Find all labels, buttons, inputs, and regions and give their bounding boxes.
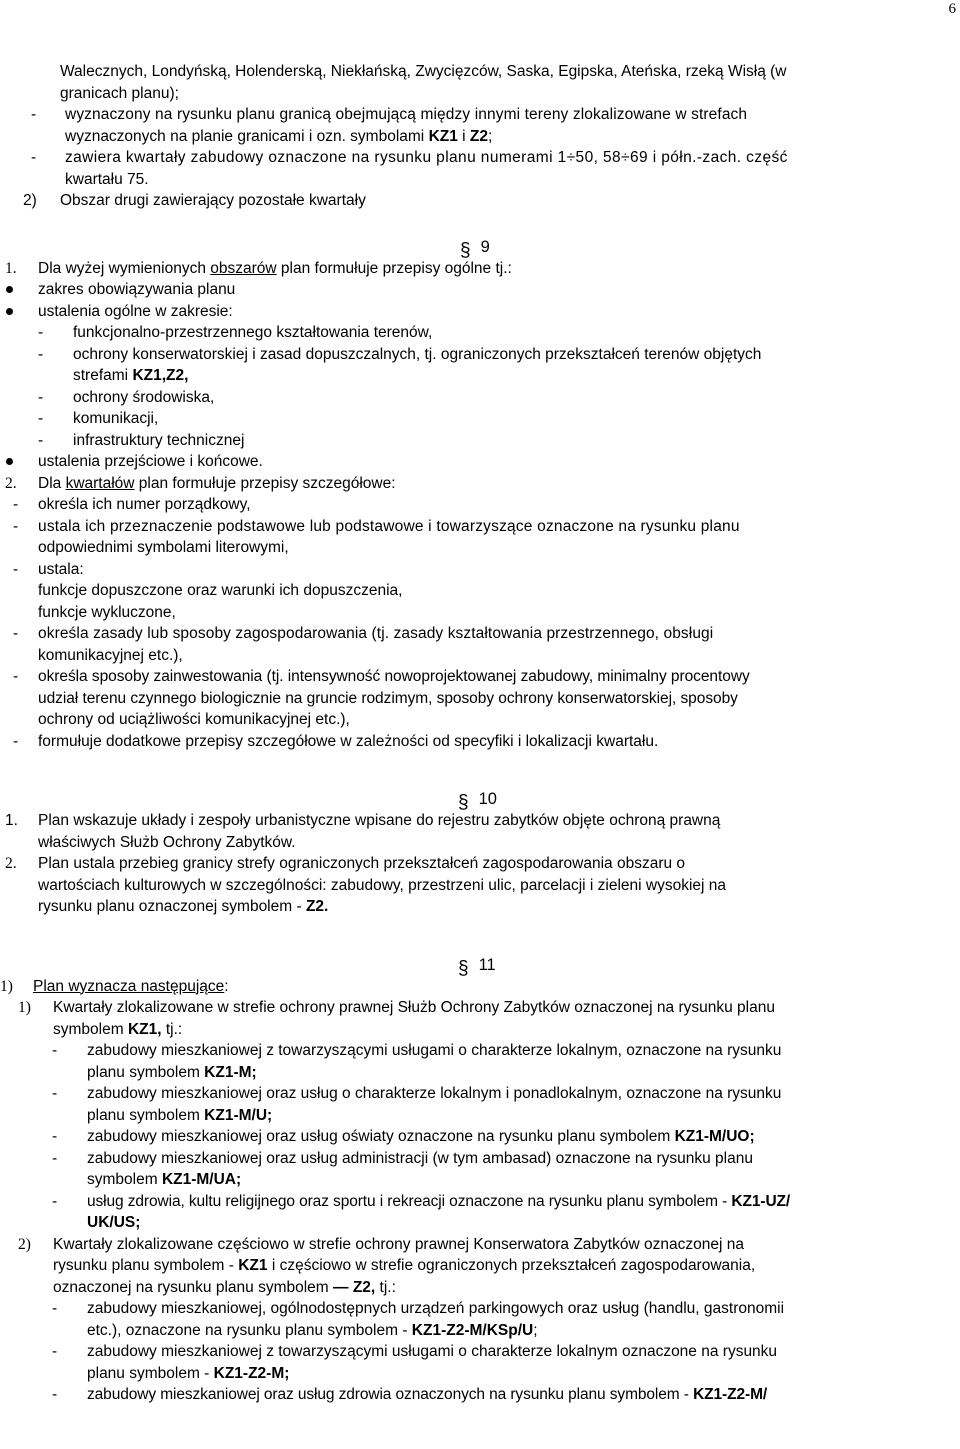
text: rysunku planu oznaczonej symbolem - (38, 898, 306, 915)
text: Kwartały zlokalizowane w strefie ochrony prawnej Służb Ochrony Zabytków oznaczonej na rysunku planu (53, 999, 775, 1016)
dash-marker: - (52, 1085, 58, 1102)
text: symbolem (87, 1171, 162, 1188)
dash-item (0, 1126, 958, 1148)
item-text: infrastruktury technicznej (73, 431, 245, 449)
symbol-z2: Z2. (305, 898, 329, 915)
dash-marker: - (52, 1300, 58, 1317)
symbol-text: KZ1,Z2, (132, 367, 189, 384)
continuation-line: odpowiednimi symbolami literowymi, (38, 539, 289, 556)
section-heading-10 (0, 788, 958, 813)
numbered-paragraph (0, 258, 958, 280)
dash-marker: - (13, 668, 19, 685)
item-text: wyznaczony na rysunku planu granicą obejmującą między innymi tereny zlokalizowane w strefach (65, 106, 748, 123)
dash-marker: - (13, 496, 19, 513)
dash-item (0, 387, 958, 409)
dash-item (0, 1298, 958, 1320)
dash-marker: - (13, 732, 19, 750)
symbol-text: KZ1-M/UA; (161, 1171, 242, 1188)
text: planu symbolem - (87, 1364, 214, 1382)
text: Dla (38, 474, 66, 492)
dash-item (0, 1341, 958, 1363)
item-text: zabudowy mieszkaniowej oraz usług administracji (w tym ambasad) oznaczone na rysunku planu (87, 1149, 753, 1167)
dash-item (0, 322, 958, 344)
text: strefami (73, 367, 133, 384)
text: etc.), oznaczone na rysunku planu symbolem - (87, 1321, 412, 1339)
dash-item (0, 344, 958, 366)
item-text: zabudowy mieszkaniowej z towarzyszącymi usługami o charakterze lokalnym oznaczone na rysunku (87, 1343, 778, 1360)
item-number: 1) (18, 999, 31, 1016)
item-text: funkcjonalno-przestrzennego kształtowania terenów, (73, 324, 433, 341)
dash-item (0, 559, 958, 581)
numbered-paragraph (0, 810, 958, 832)
item-number: 2) (23, 192, 37, 209)
item-text: ochrony środowiska, (73, 388, 215, 406)
text: i (457, 127, 470, 145)
item-text: ustalenia ogólne w zakresie: (38, 302, 233, 320)
text: plan formułuje przepisy szczegółowe: (134, 474, 396, 492)
numbered-item (0, 1234, 958, 1256)
continuation-line: UK/US; (87, 1214, 141, 1231)
item-text: ustala ich przeznaczenie podstawowe lub podstawowe i towarzyszące oznaczone na rysunku planu (38, 517, 740, 535)
intro-dash-item (0, 147, 958, 169)
paragraph-number: 2. (5, 474, 17, 492)
bullet-item (0, 451, 958, 473)
section-heading-11 (0, 954, 958, 979)
dash-item (0, 623, 958, 645)
dash-marker: - (52, 1192, 58, 1210)
dash-item (0, 666, 958, 688)
paragraph-number: 1. (5, 812, 18, 829)
intro-line: kwartału 75. (65, 170, 149, 188)
dash-marker: - (52, 1042, 58, 1059)
item-text: zawiera kwartały zabudowy oznaczone na rysunku planu numerami 1÷50, 58÷69 i półn.-zach. część (65, 149, 788, 166)
item-text: zabudowy mieszkaniowej, ogólnodostępnych urządzeń parkingowych oraz usług (handlu, gastronomii (87, 1300, 785, 1317)
bullet-icon (6, 308, 13, 315)
numbered-item (0, 997, 958, 1019)
text: planu symbolem (87, 1106, 205, 1124)
dash-marker: - (38, 431, 44, 449)
paragraph-number: 2. (5, 855, 17, 872)
dash-marker: - (38, 345, 44, 363)
continuation-line (0, 896, 958, 918)
dash-item (0, 1384, 958, 1406)
text: tj.: (165, 1020, 183, 1038)
continuation-line: udział terenu czynnego biologicznie na gruncie rodzimym, sposoby ochrony konserwatorskiej, sposoby (38, 689, 738, 707)
subheading (0, 976, 958, 998)
text: wyznaczonych na planie granicami i ozn. symbolami (65, 127, 429, 145)
symbol-z2: — Z2, (333, 1278, 376, 1296)
continuation-line (0, 1320, 958, 1342)
continuation-line (0, 365, 958, 387)
dash-marker: - (52, 1128, 58, 1145)
bullet-item (0, 301, 958, 323)
symbol-text: KZ1-Z2-M/ (693, 1386, 768, 1403)
intro-line: granicach planu); (60, 84, 179, 102)
item-text: zakres obowiązywania planu (38, 281, 236, 298)
item-number: 2) (18, 1235, 31, 1253)
continuation-line (0, 1363, 958, 1385)
continuation-line (0, 1105, 958, 1127)
dash-marker: - (13, 560, 19, 578)
text: Plan ustala przebieg granicy strefy ograniczonych przekształceń zagospodarowania obszaru o (38, 855, 686, 872)
text: zabudowy mieszkaniowej oraz usług zdrowia oznaczonych na rysunku planu symbolem - (87, 1386, 694, 1403)
underlined-text: obszarów (210, 259, 277, 277)
dash-item (0, 1148, 958, 1170)
item-text: Obszar drugi zawierający pozostałe kwartały (60, 192, 366, 209)
symbol-kz1: KZ1 (238, 1257, 268, 1274)
text: tj.: (375, 1278, 396, 1296)
text: symbolem (53, 1020, 128, 1038)
section-number: 10 (478, 790, 497, 808)
dash-item (0, 516, 958, 538)
dash-item (0, 430, 958, 452)
text: rysunku planu symbolem - (53, 1257, 239, 1274)
numbered-paragraph (0, 853, 958, 875)
section-heading-9 (0, 236, 958, 261)
dash-marker: - (13, 517, 19, 535)
text: : (224, 977, 229, 995)
item-text: zabudowy mieszkaniowej z towarzyszącymi usługami o charakterze lokalnym, oznaczone na rysunku (87, 1042, 782, 1059)
item-text: ochrony konserwatorskiej i zasad dopuszczalnych, tj. ograniczonych przekształceń terenów objętych (73, 345, 762, 363)
symbol-text: KZ1-Z2-M/KSp/U (411, 1321, 534, 1339)
dash-marker: - (38, 410, 44, 427)
item-text: formułuje dodatkowe przepisy szczegółowe w zależności od specyfiki i lokalizacji kwartału. (38, 732, 659, 750)
item-text: komunikacji, (73, 410, 159, 427)
text: usług zdrowia, kultu religijnego oraz sportu i rekreacji oznaczone na rysunku planu symbolem - (87, 1192, 732, 1210)
paragraph-number: 1. (5, 259, 17, 277)
dash-marker: - (52, 1386, 58, 1403)
dash-item (0, 1083, 958, 1105)
section-sign: § (460, 239, 471, 261)
dash-item (0, 1040, 958, 1062)
section-sign: § (458, 957, 469, 979)
continuation-line: ochrony od uciążliwości komunikacyjnej etc.), (38, 711, 350, 728)
numbered-paragraph (0, 473, 958, 495)
continuation-line (0, 1255, 958, 1277)
dash-marker: - (52, 1149, 58, 1167)
dash-marker: - (13, 625, 19, 642)
continuation-line: wartościach kulturowych w szczególności: zabudowy, przestrzeni ulic, parcelacji i zieleni wysokiej na (38, 876, 727, 894)
continuation-line (0, 1277, 958, 1299)
bullet-icon (6, 458, 13, 465)
intro-numbered-item (0, 190, 958, 212)
item-text: zabudowy mieszkaniowej oraz usług o charakterze lokalnym i ponadlokalnym, oznaczone na rysunku (87, 1085, 782, 1102)
continuation-line: funkcje dopuszczone oraz warunki ich dopuszczenia, (38, 582, 403, 599)
text: planu symbolem (87, 1063, 205, 1081)
symbol-text: KZ1-M/U; (204, 1106, 273, 1124)
page-number: 6 (948, 1, 956, 17)
symbol-text: KZ1-M; (204, 1063, 257, 1081)
dash-marker: - (52, 1343, 58, 1360)
text: Plan wskazuje układy i zespoły urbanistyczne wpisane do rejestru zabytków objęte ochroną prawną (38, 812, 721, 829)
dash-item (0, 1191, 958, 1213)
continuation-line (0, 1019, 958, 1041)
dash-marker: - (38, 324, 44, 341)
text: plan formułuje przepisy ogólne tj.: (276, 259, 512, 277)
continuation-line: właściwych Służb Ochrony Zabytków. (38, 833, 296, 851)
section-number: 11 (478, 955, 496, 974)
underlined-text: Plan wyznacza następujące (33, 977, 225, 995)
section-number: 9 (480, 237, 490, 256)
symbol-kz1: KZ1 (428, 127, 458, 145)
bullet-item (0, 279, 958, 301)
dash-marker: - (31, 106, 37, 123)
text: Dla wyżej wymienionych (38, 259, 211, 277)
item-text: określa zasady lub sposoby zagospodarowania (tj. zasady kształtowania przestrzennego, obsługi (38, 625, 714, 642)
text: ; (533, 1321, 538, 1339)
continuation-line (0, 1169, 958, 1191)
continuation-line: funkcje wykluczone, (38, 603, 176, 621)
item-number: 1) (0, 977, 13, 995)
continuation-line: komunikacyjnej etc.), (38, 646, 183, 664)
symbol-text: KZ1-UZ/ (731, 1192, 791, 1210)
dash-marker: - (31, 149, 37, 166)
dash-item (0, 731, 958, 753)
text: zabudowy mieszkaniowej oraz usług oświaty oznaczone na rysunku planu symbolem (87, 1128, 675, 1145)
intro-line: Walecznych, Londyńską, Holenderską, Niekłańską, Zwycięzców, Saska, Egipska, Ateńska, rzeką Wisłą (w (60, 63, 787, 80)
symbol-text: KZ1-Z2-M; (213, 1364, 290, 1382)
text: i częściowo w strefie ograniczonych przekształceń zagospodarowania, (267, 1257, 756, 1274)
symbol-kz1: KZ1, (127, 1020, 166, 1038)
intro-dash-item (0, 104, 958, 126)
item-text: określa sposoby zainwestowania (tj. intensywność nowoprojektowanej zabudowy, minimalny procentowy (38, 668, 750, 685)
dash-marker: - (38, 388, 44, 406)
text: Kwartały zlokalizowane częściowo w strefie ochrony prawnej Konserwatora Zabytków oznaczonej na (53, 1235, 744, 1253)
item-text: określa ich numer porządkowy, (38, 496, 251, 513)
text: oznaczonej na rysunku planu symbolem (53, 1278, 334, 1296)
item-text: ustala: (38, 560, 84, 578)
underlined-text: kwartałów (65, 474, 135, 492)
dash-item (0, 494, 958, 516)
symbol-z2: Z2 (469, 127, 489, 145)
symbol-text: KZ1-M/UO; (674, 1128, 755, 1145)
item-text: ustalenia przejściowe i końcowe. (38, 453, 263, 470)
section-sign: § (458, 792, 469, 813)
intro-line (0, 126, 958, 148)
dash-item (0, 408, 958, 430)
document-body (0, 61, 958, 1406)
text: ; (488, 127, 493, 145)
continuation-line (0, 1062, 958, 1084)
bullet-icon (6, 286, 13, 293)
